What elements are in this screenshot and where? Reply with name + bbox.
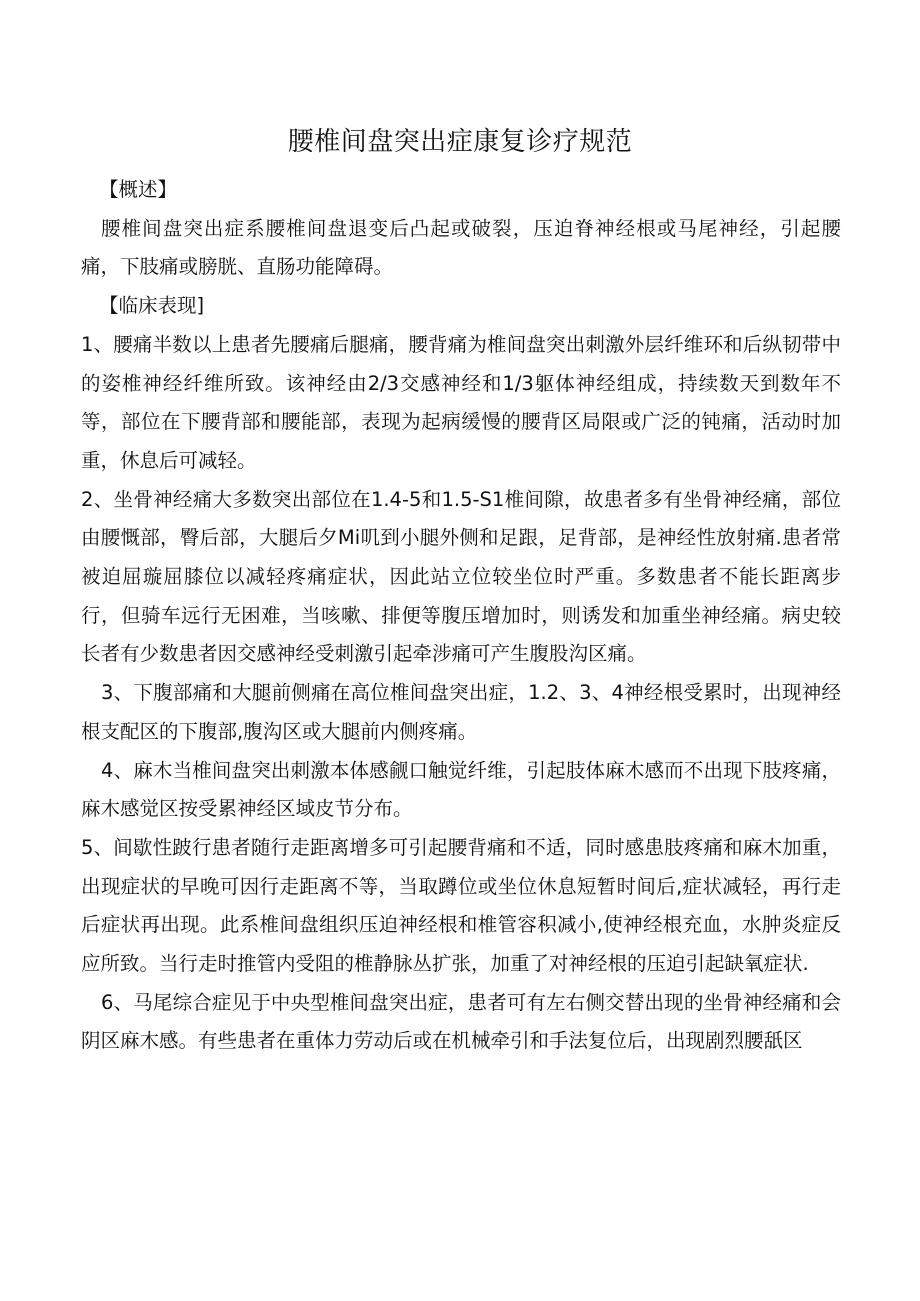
clinical-item-5: 5、间歇性跛行患者随行走距离增多可引起腰背痛和不适，同时感患肢疼痛和麻木加重，出现症状的早晚可因行走距离不等，当取蹲位或坐位休息短暂时间后,症状减轻，再行走后症状再出现。此系椎间盘组织压迫神经根和椎管容积减小,使神经根充血，水肿炎症反应所致。当行走时推管内受阻的椎静脉丛扩张，加重了对神经根的压迫引起缺氧症状. — [81, 835, 841, 976]
overview-heading: 【概述】 — [99, 178, 178, 201]
document-body — [81, 171, 841, 1061]
clinical-heading: 【临床表现] — [99, 294, 205, 318]
clinical-item-4: 4、麻木当椎间盘突出刺激本体感觎口触觉纤维，引起肢体麻木感而不出现下肢疼痛，麻木感觉区按受累神经区域皮节分布。 — [81, 758, 841, 821]
clinical-item-6: 6、马尾综合症见于中央型椎间盘突出症，患者可有左右侧交替出现的坐骨神经痛和会阴区麻木感。有些患者在重体力劳动后或在机械牵引和手法复位后，出现剧烈腰舐区 — [81, 990, 841, 1053]
clinical-item-3: 3、下腹部痛和大腿前侧痛在高位椎间盘突出症，1.2、3、4神经根受累时，出现神经根支配区的下腹部,腹沟区或大腿前内侧疼痛。 — [81, 681, 841, 743]
clinical-item-2: 2、坐骨神经痛大多数突出部位在1.4-5和1.5-S1椎间隙，故患者多有坐骨神经痛，部位由腰慨部，臀后部，大腿后夕Mi叽到小腿外侧和足跟，足背部，是神经性放射痛.患者常被迫屈璇屈膝位以减轻疼痛症状，因此站立位较坐位时严重。多数患者不能长距离步行，但骑车远行无困难，当咳嗽、排便等腹压增加时，则诱发和加重坐神经痛。病史较长者有少数患者因交感神经受刺激引起牵涉痛可产生腹股沟区痛。 — [81, 487, 841, 666]
document-title: 腰椎间盘突出症康复诊疗规范 — [287, 127, 633, 157]
overview-paragraph: 腰椎间盘突出症系腰椎间盘退变后凸起或破裂，压迫脊神经根或马尾神经，引起腰痛，下肢痛或膀胱、直肠功能障碍。 — [81, 216, 841, 279]
clinical-item-1: 1、腰痛半数以上患者先腰痛后腿痛，腰背痛为椎间盘突出刺激外层纤维环和后纵韧带中的姿椎神经纤维所致。该神经由2/3交感神经和1/3躯体神经组成，持续数天到数年不等，部位在下腰背部和腰能部，表现为起病缓慢的腰背区局限或广泛的钝痛，活动时加重，休息后可减轻。 — [81, 332, 841, 472]
